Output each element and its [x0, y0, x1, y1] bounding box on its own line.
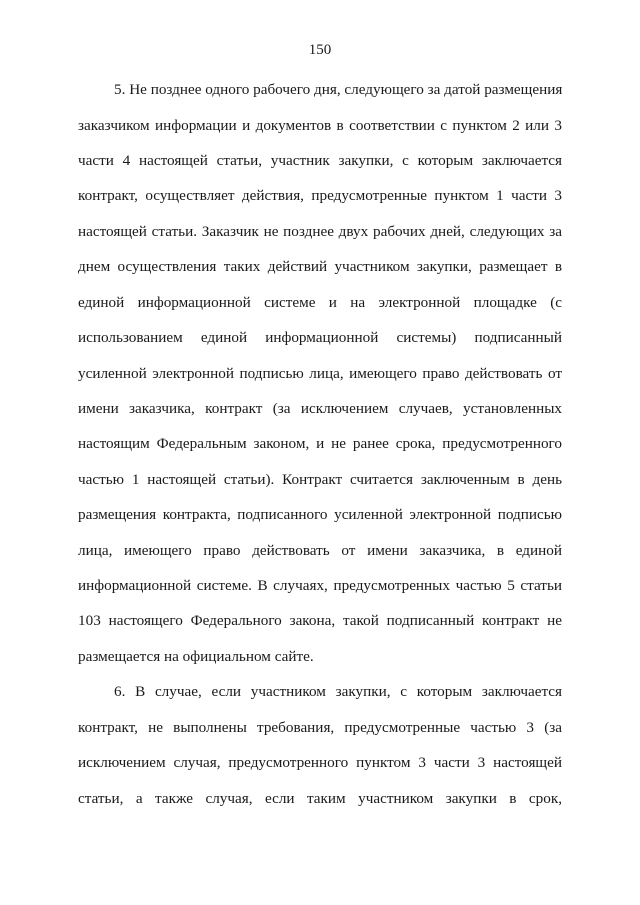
paragraph-5-line-7: единой информационной системе и на электронной площадке (с: [78, 294, 562, 311]
paragraph-5-line-8: использованием единой информационной системы) подписанный: [78, 329, 562, 346]
paragraph-6-line-3: исключением случая, предусмотренного пунктом 3 части 3 настоящей: [78, 754, 562, 771]
paragraph-6-line-1: 6. В случае, если участником закупки, с которым заключается: [114, 683, 562, 700]
paragraph-5-line-5: настоящей статьи. Заказчик не позднее двух рабочих дней, следующих за: [78, 223, 562, 240]
paragraph-5-line-9: усиленной электронной подписью лица, имеющего право действовать от: [78, 365, 562, 382]
paragraph-6-line-2: контракт, не выполнены требования, предусмотренные частью 3 (за: [78, 719, 562, 736]
paragraph-6-line-4: статьи, а также случая, если таким участником закупки в срок,: [78, 790, 562, 807]
paragraph-5-line-10: имени заказчика, контракт (за исключением случаев, установленных: [78, 400, 562, 417]
paragraph-5-line-12: частью 1 настоящей статьи). Контракт считается заключенным в день: [78, 471, 562, 488]
paragraph-5-line-11: настоящим Федеральным законом, и не ранее срока, предусмотренного: [78, 435, 562, 452]
paragraph-5-line-3: части 4 настоящей статьи, участник закупки, с которым заключается: [78, 152, 562, 169]
paragraph-5-line-17: размещается на официальном сайте.: [78, 648, 314, 665]
paragraph-5-line-14: лица, имеющего право действовать от имени заказчика, в единой: [78, 542, 562, 559]
paragraph-5-line-6: днем осуществления таких действий участником закупки, размещает в: [78, 258, 562, 275]
paragraph-5-line-13: размещения контракта, подписанного усиленной электронной подписью: [78, 506, 562, 523]
paragraph-5-line-16: 103 настоящего Федерального закона, такой подписанный контракт не: [78, 612, 562, 629]
paragraph-5-line-4: контракт, осуществляет действия, предусмотренные пунктом 1 части 3: [78, 187, 562, 204]
page-number: 150: [308, 42, 332, 58]
paragraph-5-line-15: информационной системе. В случаях, предусмотренных частью 5 статьи: [78, 577, 562, 594]
paragraph-5-line-2: заказчиком информации и документов в соответствии с пунктом 2 или 3: [78, 117, 562, 134]
paragraph-5-line-1: 5. Не позднее одного рабочего дня, следующего за датой размещения: [114, 81, 563, 98]
